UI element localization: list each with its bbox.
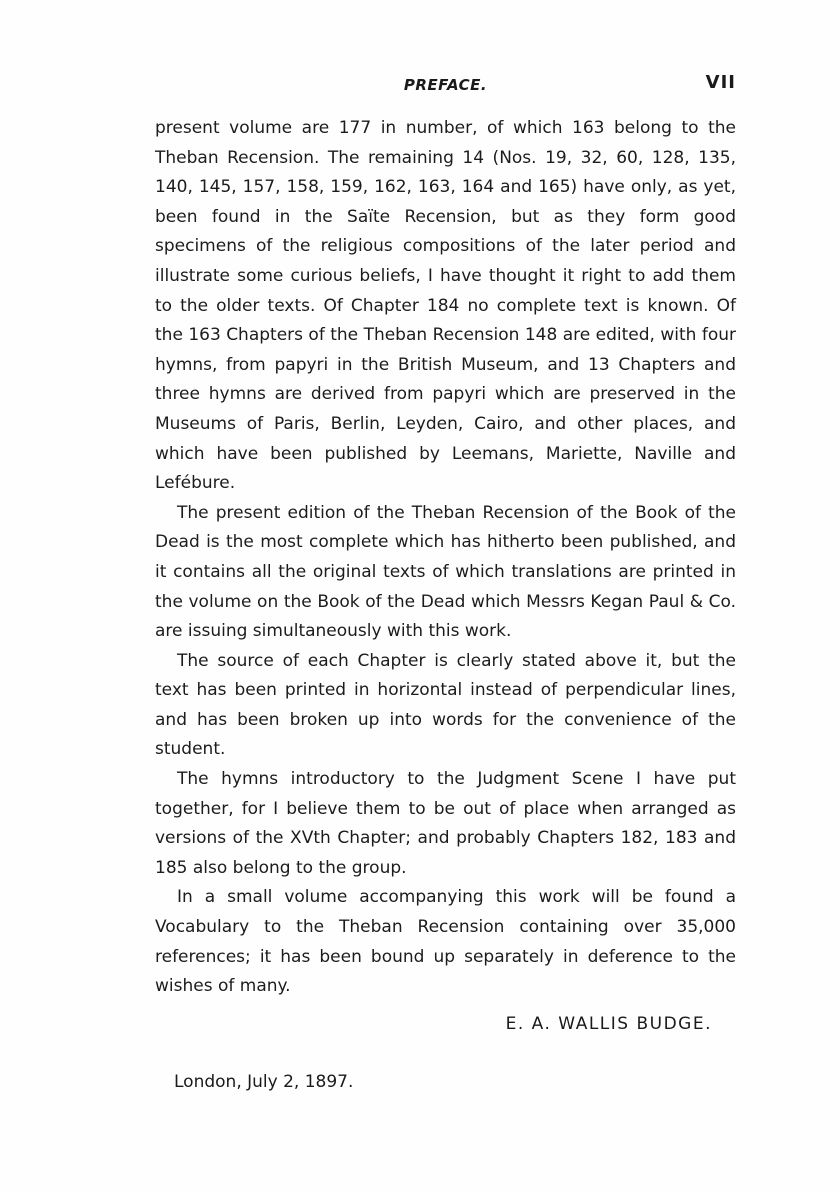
running-title: PREFACE. [403,76,488,94]
running-header [155,72,736,102]
paragraph: The present edition of the Theban Recension of the Book of the Dead is the most complete which has hitherto been published, and it contains all the original texts of which translations are printed in the volume on the Book of the Dead which Messrs Kegan Paul & Co. are issuing simultaneously with this work. [155,502,736,642]
paragraph: The source of each Chapter is clearly stated above it, but the text has been printed in horizontal instead of perpendicular lines, and has been broken up into words for the convenience of the student. [155,650,736,760]
place-and-date: London, July 2, 1897. [174,1072,354,1092]
preface-body [155,114,736,1002]
paragraph: The hymns introductory to the Judgment Scene I have put together, for I believe them to be out of place when arranged as versions of the XVth Chapter; and probably Chapters 182, 183 and 185 also belong to the group. [155,769,736,878]
paragraph-continued: present volume are 177 in number, of which 163 belong to the Theban Recension. The remaining 14 (Nos. 19, 32, 60, 128, 135, 140, 145, 157, 158, 159, 162, 163, 164 and 165) have only, as yet, been found in the Saïte Recension, but as they form good specimens of the religious compositions of the later period and illustrate some curious beliefs, I have thought it right to add them to the older texts. Of Chapter 184 no complete text is known. Of the 163 Chapters of the Theban Recension 148 are edited, with four hymns, from papyri in the British Museum, and 13 Chapters and three hymns are derived from papyri which are preserved in the Museums of Paris, Berlin, Leyden, Cairo, and other places, and which have been published by Leemans, Mariette, Naville and Lefébure. [155,118,736,494]
author-signature: E. A. WALLIS BUDGE. [505,1014,712,1034]
page-number: VII [705,72,736,93]
paragraph: In a small volume accompanying this work will be found a Vocabulary to the Theban Recension containing over 35,000 references; it has been bound up separately in deference to the wishes of many. [155,887,736,997]
